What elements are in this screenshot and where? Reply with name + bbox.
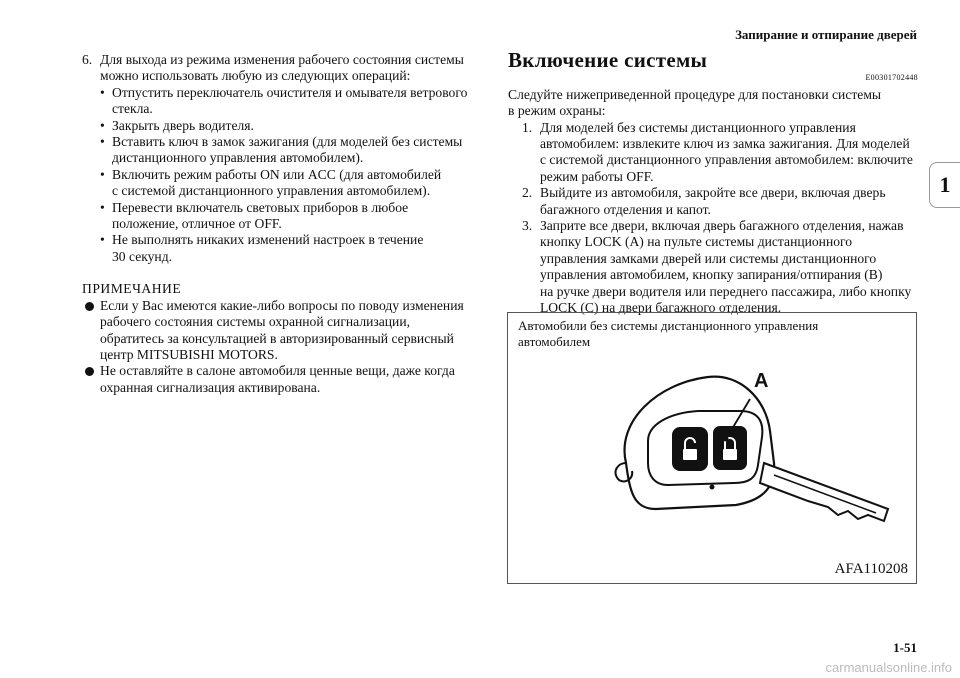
intro-paragraph: [508, 87, 918, 120]
bullet-text-line: Закрыть дверь водителя.: [112, 117, 254, 133]
intro-text-line: в режим охраны:: [508, 103, 606, 119]
step-item-2: [508, 185, 918, 218]
bullet-item: [82, 85, 474, 118]
bullet-item: [82, 118, 474, 134]
note-text-line: обратитесь за консультацией в авторизированный сервисный: [100, 330, 454, 346]
bullet-marker: •: [100, 166, 105, 182]
step-text-line: управления замками дверей или системы дистанционного: [540, 250, 877, 266]
intro-text-line: Следуйте нижеприведенной процедуре для постановки системы: [508, 86, 882, 102]
section-heading: Включение системы: [508, 48, 708, 72]
figure-code: AFA110208: [834, 561, 908, 577]
list-item-6: [82, 52, 474, 85]
bullet-item: [82, 200, 474, 233]
step-text-line: LOCK (C) на двери багажного отделения.: [540, 300, 782, 316]
bullet-text-line: Перевести включатель световых приборов в любое: [112, 199, 409, 215]
callout-leader-dot: [724, 437, 729, 442]
remote-key-illustration: [508, 313, 916, 583]
watermark: carmanualsonline.info: [825, 660, 952, 675]
left-column: [82, 52, 474, 396]
step-item-3: [508, 218, 918, 316]
step-text-line: багажного отделения и капот.: [540, 201, 711, 217]
bullet-text-line: Не выполнять никаких изменений настроек в течение: [112, 232, 424, 248]
bullet-marker: •: [100, 84, 105, 100]
callout-label-a: A: [754, 370, 769, 392]
bullet-text-line: Включить режим работы ON или ACC (для автомобилей: [112, 166, 442, 182]
page-number: 1-51: [893, 640, 917, 655]
led-indicator: [710, 485, 715, 490]
step-text-line: кнопку LOCK (A) на пульте системы дистанционного: [540, 234, 853, 250]
note-text-line: Если у Вас имеются какие-либо вопросы по поводу изменения: [100, 297, 464, 313]
note-text-line: рабочего состояния системы охранной сигнализации,: [100, 314, 411, 330]
note-text-line: охранная сигнализация активирована.: [100, 379, 321, 395]
note-item: [82, 363, 474, 396]
chapter-tab: [929, 162, 960, 208]
note-bullet-dot: [85, 302, 94, 311]
bullet-text-line: Вставить ключ в замок зажигания (для моделей без системы: [112, 134, 463, 150]
step-text-line: Для моделей без системы дистанционного управления: [540, 119, 856, 135]
list-item-text-line: Для выхода из режима изменения рабочего состояния системы: [100, 52, 464, 67]
step-text-line: режим работы OFF.: [540, 168, 654, 184]
bullet-item: [82, 134, 474, 167]
key-blade: [760, 463, 888, 521]
key-figure: [507, 312, 917, 584]
step-number: 2.: [522, 185, 533, 201]
bullet-text-line: 30 секунд.: [112, 248, 173, 264]
bullet-marker: •: [100, 117, 105, 133]
step-number: 1.: [522, 119, 533, 135]
page-header-title: Запирание и отпирание дверей: [735, 27, 917, 42]
note-text-line: центр MITSUBISHI MOTORS.: [100, 346, 278, 362]
chapter-tab-label: 1: [939, 172, 951, 197]
step-number: 3.: [522, 218, 533, 234]
step-text-line: Выйдите из автомобиля, закройте все двери, включая дверь: [540, 185, 886, 201]
bullet-text-line: дистанционного управления автомобилем).: [112, 150, 364, 166]
right-column: [508, 48, 918, 317]
bullet-item: [82, 167, 474, 200]
step-text-line: на ручке двери водителя или переднего пассажира, либо кнопку: [540, 283, 912, 299]
note-bullet-dot: [85, 367, 94, 376]
list-item-number: 6.: [82, 52, 93, 67]
bullet-item: [82, 232, 474, 265]
bullet-marker: •: [100, 134, 105, 150]
bullet-text-line: стекла.: [112, 101, 153, 117]
bullet-marker: •: [100, 232, 105, 248]
bullet-text-line: с системой дистанционного управления автомобилем).: [112, 183, 431, 199]
section-code: E00301702448: [865, 73, 918, 83]
step-text-line: с системой дистанционного управления автомобилем: включите: [540, 152, 913, 168]
bullet-text-line: положение, отличное от OFF.: [112, 216, 282, 232]
list-item-text-line: можно использовать любую из следующих операций:: [100, 68, 411, 84]
step-text-line: автомобилем: извлеките ключ из замка зажигания. Для моделей: [540, 136, 910, 152]
figure-caption-line: автомобилем: [518, 334, 591, 349]
note-item: [82, 298, 474, 364]
note-text-line: Не оставляйте в салоне автомобиля ценные вещи, даже когда: [100, 363, 455, 379]
note-title: ПРИМЕЧАНИЕ: [82, 281, 182, 297]
bullet-marker: •: [100, 199, 105, 215]
step-text-line: Заприте все двери, включая дверь багажного отделения, нажав: [540, 218, 904, 234]
figure-caption-line: Автомобили без системы дистанционного управления: [518, 318, 819, 333]
step-item-1: [508, 120, 918, 186]
step-text-line: управления автомобилем, кнопку запирания/отпирания (B): [540, 267, 883, 283]
bullet-text-line: Отпустить переключатель очистителя и омывателя ветрового: [112, 84, 468, 100]
